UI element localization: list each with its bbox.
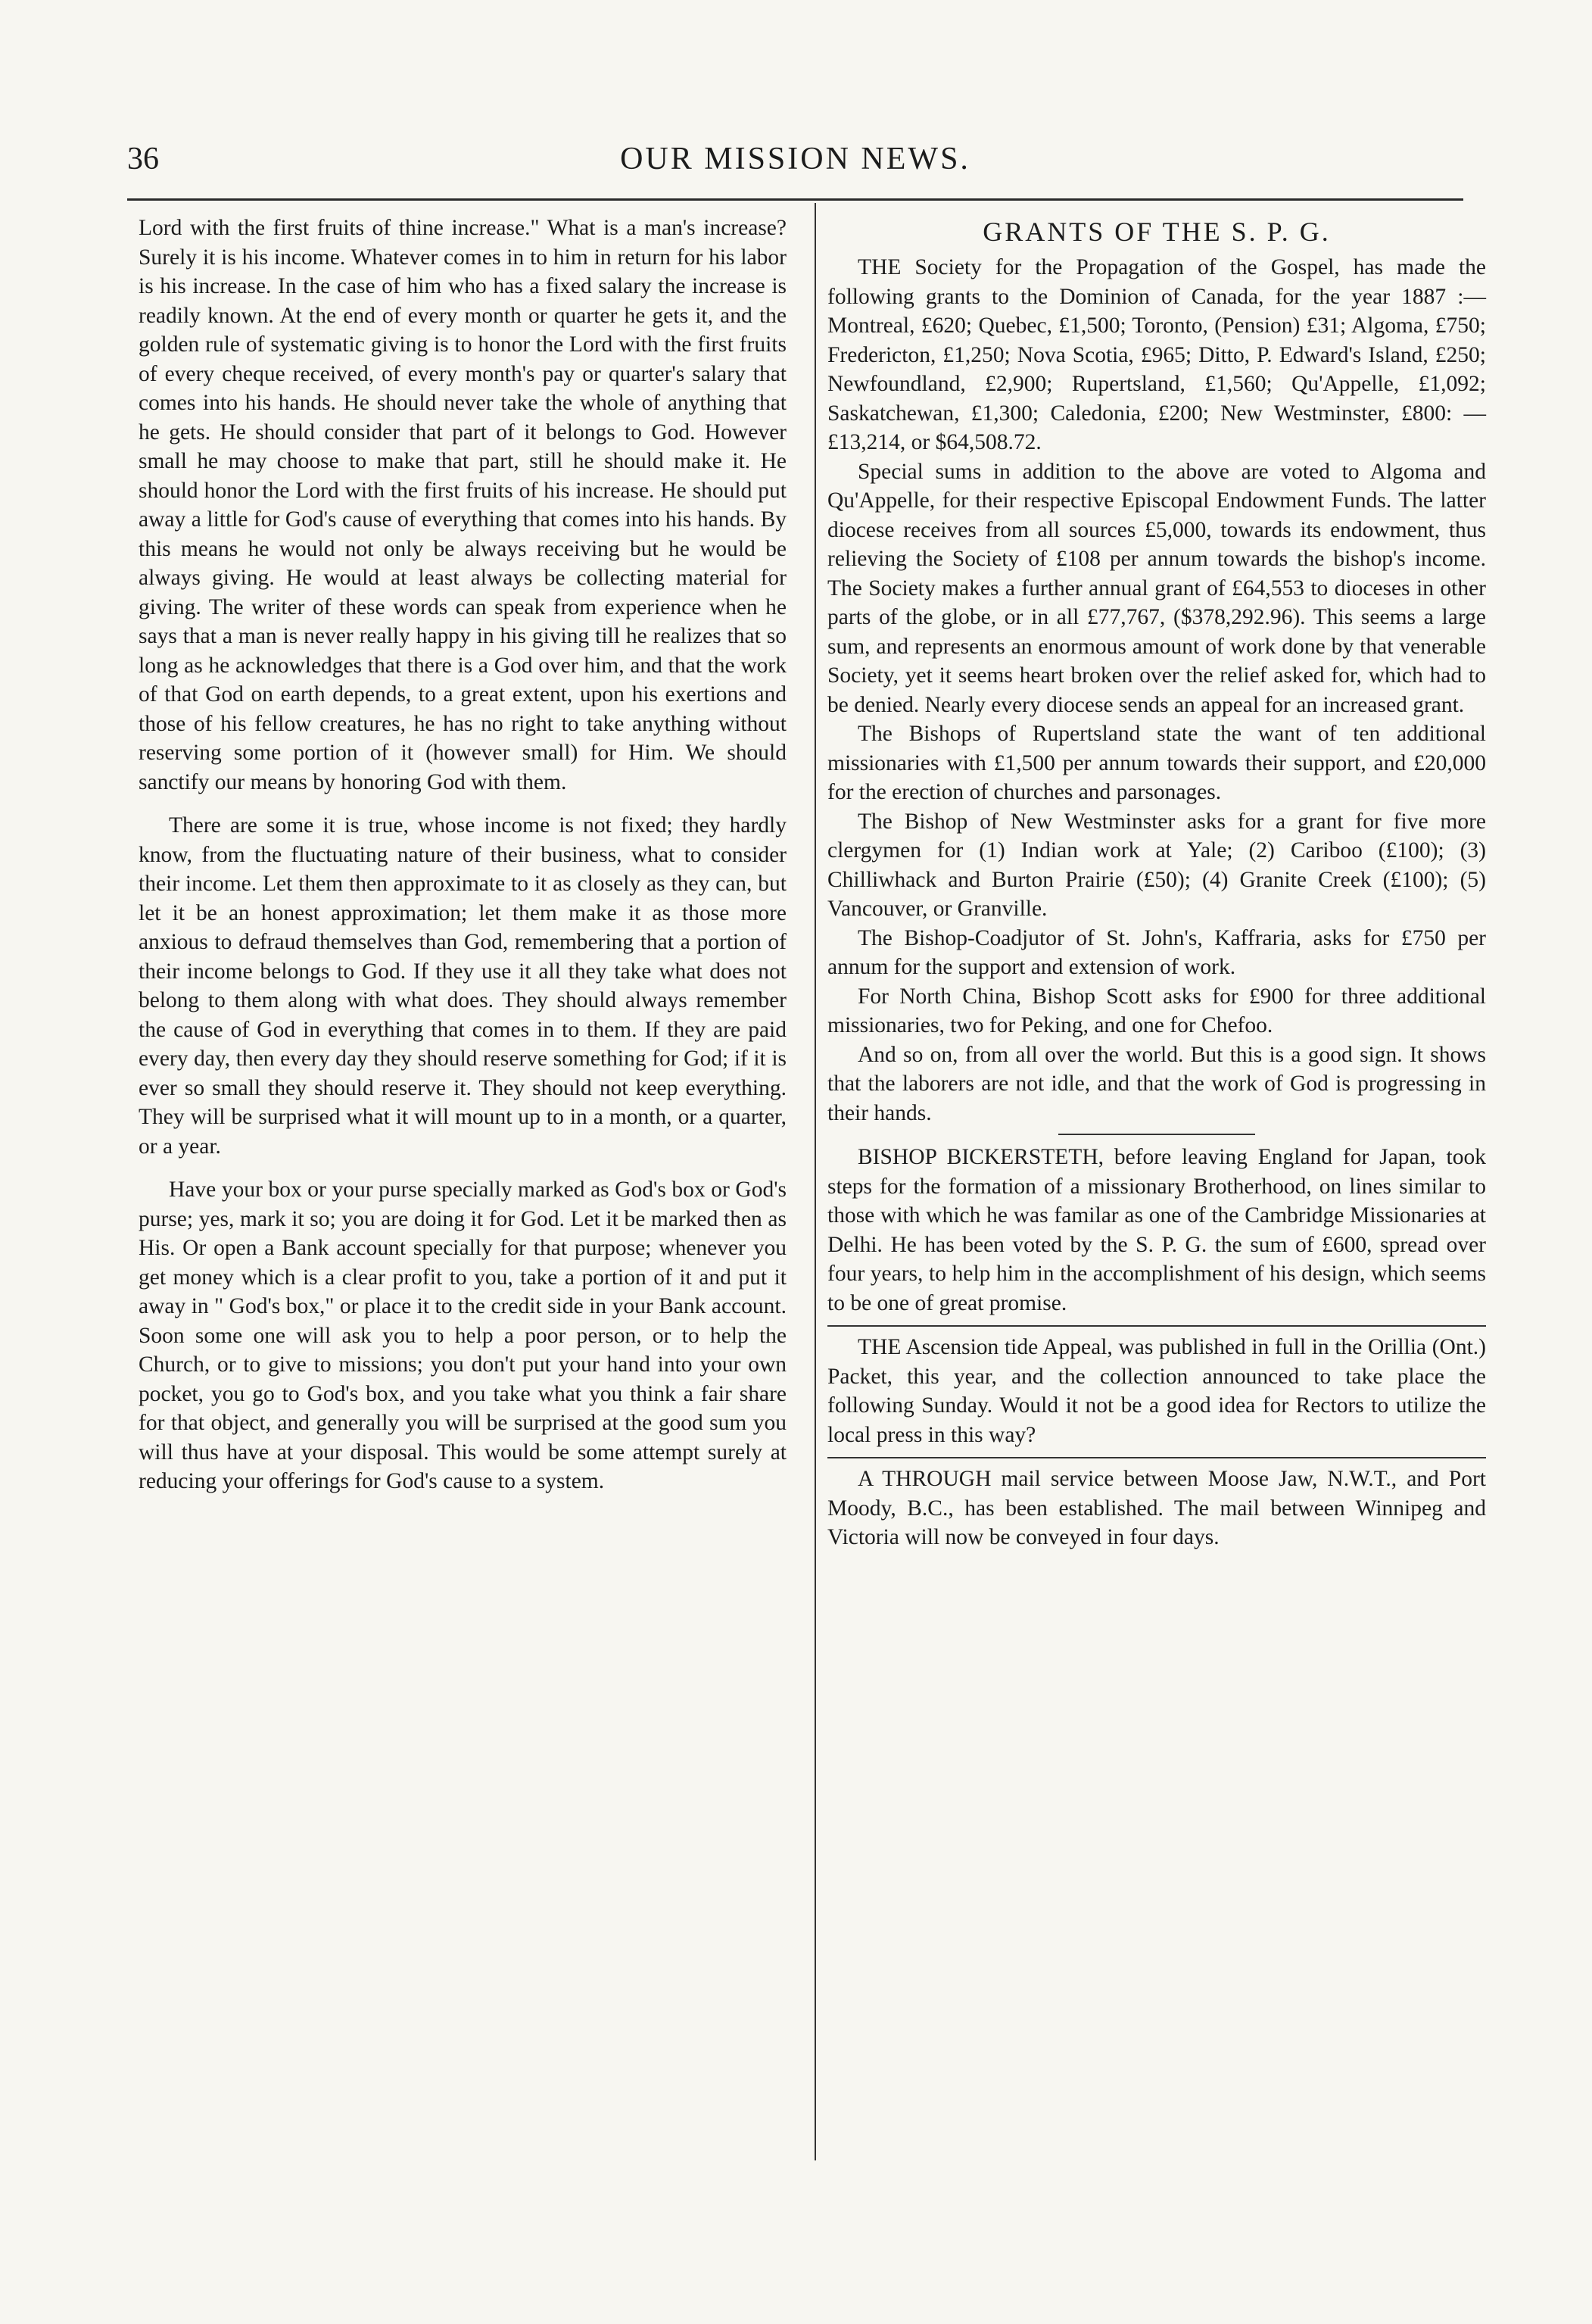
page-header	[127, 141, 1463, 188]
article-paragraph: For North China, Bishop Scott asks for £900 for three additional missionaries, two for Peking, and one for Chefoo.	[827, 984, 1486, 1037]
column-divider	[815, 203, 816, 2160]
article-paragraph: The Bishops of Rupertsland state the want of ten additional missionaries with £1,500 per annum towards their support, and £20,000 for the erection of churches and parsonages.	[827, 722, 1486, 804]
article-paragraph: There are some it is true, whose income is not fixed; they hardly know, from the fluctuating nature of their business, what to consider their income. Let them then approximate to it as closely as they can, but let it be an honest approximation; let them make it as those more anxious to defraud themselves than God, remembering that a portion of their income belongs to God. If they use it all they take what does not belong to them along with what does. They should always remember the cause of God in everything that comes in to them. If they are paid every day, then every day they should reserve something for God; if it is ever so small they should reserve it. They should not keep everything. They will be surprised what it will mount up to in a month, or a quarter, or a year.	[139, 813, 787, 1159]
article-paragraph: Special sums in addition to the above are voted to Algoma and Qu'Appelle, for their respective Episcopal Endowment Funds. The latter diocese receives from all sources £5,000, towards its endowment, thus relieving the Society of £108 per annum towards the bishop's income. The Society makes a further annual grant of £64,553 to dioceses in other parts of the globe, or in all £77,767, ($378,292.96). This seems a large sum, and represents an enormous amount of work done by that venerable Society, yet it seems heart broken over the relief asked for, which had to be denied. Nearly every diocese sends an appeal for an increased grant.	[827, 459, 1486, 717]
section-rule	[827, 1325, 1486, 1327]
section-heading: GRANTS OF THE S. P. G.	[983, 217, 1331, 247]
section-rule	[827, 1457, 1486, 1458]
article-paragraph: And so on, from all over the world. But this is a good sign. It shows that the laborers are not idle, and that the work of God is progressing in their hands.	[827, 1042, 1486, 1125]
news-item: A THROUGH mail service between Moose Jaw, N.W.T., and Port Moody, B.C., has been established. The mail between Winnipeg and Victoria will now be conveyed in four days.	[827, 1467, 1486, 1549]
article-paragraph: The Bishop-Coadjutor of St. John's, Kaffraria, asks for £750 per annum for the support and extension of work.	[827, 925, 1486, 979]
article-paragraph: The Bishop of New Westminster asks for a grant for five more clergymen for (1) Indian work at Yale; (2) Cariboo (£100); (3) Chilliwhack and Burton Prairie (£50); (4) Granite Creek (£100); (5) Vancouver, or Granville.	[827, 809, 1486, 921]
article-paragraph: THE Society for the Propagation of the Gospel, has made the following grants to the Dominion of Canada, for the year 1887 :—Montreal, £620; Quebec, £1,500; Toronto, (Pension) £31; Algoma, £750; Fredericton, £1,250; Nova Scotia, £965; Ditto, P. Edward's Island, £250; Newfoundland, £2,900; Rupertsland, £1,560; Qu'Appelle, £1,092; Saskatchewan, £1,300; Caledonia, £200; New Westminster, £800: —£13,214, or $64,508.72.	[827, 255, 1486, 454]
article-paragraph: Have your box or your purse specially marked as God's box or God's purse; yes, mark it so; you are doing it for God. Let it be marked then as His. Or open a Bank account specially for that purpose; whenever you get money which is a clear profit to you, take a portion of it and put it away in " God's box," or place it to the credit side in your Bank account. Soon some one will ask you to help a poor person, or to help the Church, or to give to missions; you don't put your hand into your own pocket, you go to God's box, and you take what you think a fair share for that object, and generally you will be surprised at the good sum you will thus have at your disposal. This would be some attempt surely at reducing your offerings for God's cause to a system.	[139, 1178, 787, 1493]
left-column	[139, 214, 787, 1496]
header-rule	[127, 198, 1463, 201]
article-paragraph: Lord with the first fruits of thine increase." What is a man's increase? Surely it is his income. Whatever comes in to him in return for his labor is his increase. In the case of him who has a fixed salary the increase is readily known. At the end of every month or quarter he gets it, and the golden rule of systematic giving is to honor the Lord with the first fruits of every cheque received, of every month's pay or quarter's salary that comes into his hands. He should never take the whole of anything that he gets. He should consider that part of it belongs to God. However small he may choose to make that part, still he should make it. He should honor the Lord with the first fruits of his increase. He should put away a little for God's cause of everything that comes into his hands. By this means he would not only be always receiving but he would be always giving. He would at least always be collecting material for giving. The writer of these words can speak from experience when he says that a man is never really happy in his giving till he realizes that so long as he acknowledges that there is a God over him, and that the work of that God on earth depends, to a great extent, upon his exertions and those of his fellow creatures, he has no right to take anything without reserving some portion of it (however small) for Him. We should sanctify our means by honoring God with them.	[139, 216, 787, 794]
section-rule	[1058, 1134, 1255, 1135]
news-item: THE Ascension tide Appeal, was published in full in the Orillia (Ont.) Packet, this year, and the collection announced to take place the following Sunday. Would it not be a good idea for Rectors to utilize the local press in this way?	[827, 1335, 1486, 1447]
right-column	[827, 214, 1486, 1552]
running-title: OUR MISSION NEWS.	[620, 142, 970, 176]
news-item: BISHOP BICKERSTETH, before leaving England for Japan, took steps for the formation of a missionary Brotherhood, on lines similar to those with which he was familar as one of the Cambridge Missionaries at Delhi. He has been voted by the S. P. G. the sum of £600, spread over four years, to help him in the accomplishment of his design, which seems to be one of great promise.	[827, 1145, 1486, 1315]
page-number: 36	[127, 142, 159, 176]
